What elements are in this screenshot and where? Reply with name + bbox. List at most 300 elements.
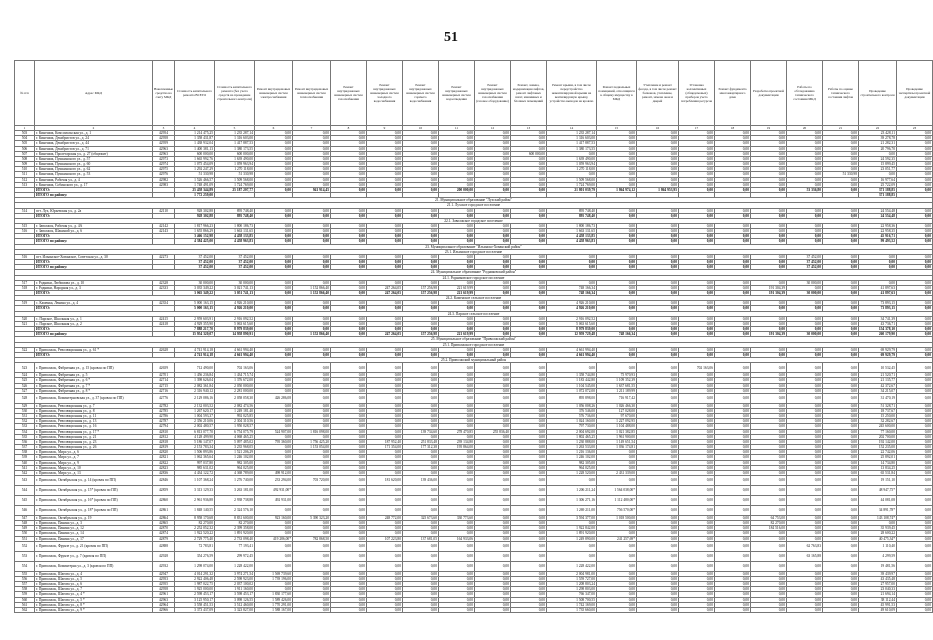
column-number: 9 — [367, 126, 403, 131]
value-cell: 0,00 — [787, 321, 823, 326]
value-cell: 0,00 — [897, 306, 933, 311]
row-number: 513 — [15, 182, 35, 187]
value-cell: 0,00 — [751, 561, 787, 571]
value-cell: 34 741,39 — [859, 316, 897, 321]
address-cell: г. Приволжск, Шагова ул., д. 4 * — [35, 592, 153, 597]
value-cell: 51 328,71 — [859, 403, 897, 408]
value-cell: 0,00 — [293, 496, 331, 506]
column-number: 8 — [331, 126, 367, 131]
value-cell: 0,00 — [787, 347, 823, 352]
value-cell: 0,00 — [751, 388, 787, 393]
value-cell: 0,00 — [331, 301, 367, 306]
value-cell: 0,00 — [403, 526, 439, 531]
value-cell: 0,00 — [679, 172, 715, 177]
value-cell: 0,00 — [403, 393, 439, 403]
value-cell: 0,00 — [511, 177, 547, 182]
value-cell: 0,00 — [751, 234, 787, 239]
value-cell: 2 129 086,16 — [175, 393, 215, 403]
value-cell: 0,00 — [331, 455, 367, 460]
value-cell: 0,00 — [475, 496, 511, 506]
row-number: 556 — [15, 576, 35, 581]
value-cell: 0,00 — [637, 592, 679, 597]
value-cell: 524 907,00 — [255, 429, 293, 434]
value-cell: 0,00 — [787, 239, 823, 244]
value-cell: 0,00 — [787, 388, 823, 393]
value-cell: 376 546,00 — [547, 408, 597, 413]
value-cell: 0,00 — [293, 265, 331, 270]
value-cell: 0,00 — [475, 388, 511, 393]
value-cell: 0,00 — [367, 486, 403, 496]
value-cell: 221 619,99 — [439, 285, 475, 290]
value-cell: 0,00 — [403, 465, 439, 470]
value-cell: 0,00 — [751, 254, 787, 259]
value-cell: 0,00 — [637, 141, 679, 146]
value-cell: 0,00 — [439, 327, 475, 332]
value-cell: 0,00 — [751, 450, 787, 455]
value-cell: 0,00 — [823, 187, 859, 192]
value-cell: 0,00 — [597, 280, 637, 285]
value-cell: 42976 — [153, 172, 175, 177]
value-cell: 42836 — [153, 470, 175, 475]
column-number: 13 — [511, 126, 547, 131]
address-cell: г. Приволжск, Фабричная ул., д. 15 (кровля по ПП) — [35, 363, 153, 373]
value-cell: 0,00 — [255, 352, 293, 357]
value-cell: 0,00 — [255, 332, 293, 337]
value-cell: 0,00 — [679, 229, 715, 234]
value-cell: 42823 — [153, 465, 175, 470]
value-cell: 0,00 — [679, 419, 715, 424]
row-number: 516 — [15, 229, 35, 234]
value-cell: 0,00 — [403, 234, 439, 239]
value-cell: 0,00 — [255, 551, 293, 561]
value-cell: 0,00 — [679, 301, 715, 306]
value-cell: 4 661 994,40 — [547, 347, 597, 352]
value-cell: 0,00 — [439, 496, 475, 506]
column-header: Ремонт внутридомовых инженерных систем горячего водоснабжения — [403, 61, 439, 126]
address-cell: г. Приволжск, Мира ул., д. 10 — [35, 465, 153, 470]
value-cell: 0,00 — [439, 582, 475, 587]
value-cell: 0,00 — [511, 383, 547, 388]
value-cell: 0,00 — [787, 439, 823, 444]
section-heading: 24. Муниципальное образование "Родниковский район" — [15, 270, 933, 275]
value-cell: 0,00 — [439, 167, 475, 172]
value-cell: 0,00 — [787, 182, 823, 187]
value-cell: 69 929,79 — [859, 352, 897, 357]
value-cell: 5 063 615,60 — [215, 321, 255, 326]
row-number: 518 — [15, 285, 35, 290]
value-cell: 53 336,80 — [787, 187, 823, 192]
address-cell: г. Заволжск, Рабочая ул., д. 4А — [35, 223, 153, 228]
value-cell: 152 235,00 — [859, 445, 897, 450]
value-cell: 0,00 — [897, 162, 933, 167]
value-cell: 0,00 — [897, 576, 933, 581]
value-cell: 1 152 866,40 — [293, 291, 331, 296]
row-number: 529 — [15, 403, 35, 408]
value-cell: 0,00 — [475, 177, 511, 182]
value-cell: 0,00 — [637, 146, 679, 151]
value-cell: 42659 — [153, 363, 175, 373]
value-cell: 0,00 — [897, 260, 933, 265]
value-cell: 0,00 — [751, 177, 787, 182]
value-cell: 73 893,15 — [859, 301, 897, 306]
value-cell: 0,00 — [637, 460, 679, 465]
value-cell: 8 958 170,68 — [175, 516, 215, 521]
value-cell: 1 739 196,00 — [255, 576, 293, 581]
address-cell: г. Приволжск, Революционная ул., д. 61 * — [35, 347, 153, 352]
value-cell: 0,00 — [255, 526, 293, 531]
value-cell: 0,00 — [511, 234, 547, 239]
value-cell: 0,00 — [255, 151, 293, 156]
value-cell: 0,00 — [897, 476, 933, 486]
value-cell: 202 700,00 — [859, 434, 897, 439]
value-cell: 0,00 — [897, 587, 933, 592]
value-cell: 0,00 — [715, 607, 751, 612]
value-cell: 0,00 — [637, 208, 679, 213]
value-cell: 0,00 — [439, 229, 475, 234]
value-cell: 0,00 — [331, 291, 367, 296]
value-cell: 0,00 — [475, 151, 511, 156]
value-cell: 0,00 — [511, 419, 547, 424]
value-cell: 0,00 — [255, 172, 293, 177]
row-number: 514 — [15, 208, 35, 213]
value-cell: 1 183 442,80 — [547, 378, 597, 383]
value-cell: 0,00 — [475, 187, 511, 192]
value-cell: 4 661 994,40 — [215, 352, 255, 357]
value-cell: 0,00 — [367, 234, 403, 239]
value-cell: 0,00 — [679, 536, 715, 541]
value-cell: 0,00 — [439, 455, 475, 460]
value-cell: 0,00 — [751, 429, 787, 434]
column-number: 4 — [175, 126, 215, 131]
value-cell: 0,00 — [475, 408, 511, 413]
value-cell: 0,00 — [511, 536, 547, 541]
value-cell: 0,00 — [787, 352, 823, 357]
value-cell: 0,00 — [331, 470, 367, 475]
value-cell: 0,00 — [751, 156, 787, 161]
value-cell: 0,00 — [475, 352, 511, 357]
address-cell: г. Приволжск, Мира ул., д. 7 — [35, 455, 153, 460]
address-cell: г. Кинешма, Декабристов ул., д. 44 — [35, 141, 153, 146]
value-cell: 69 929,79 — [859, 347, 897, 352]
value-cell: 3 098 126,55 — [215, 597, 255, 602]
value-cell: 0,00 — [823, 561, 859, 571]
value-cell: 0,00 — [715, 291, 751, 296]
value-cell: 1 508 700,55 — [547, 597, 597, 602]
value-cell: 0,00 — [897, 141, 933, 146]
value-cell: 0,00 — [475, 486, 511, 496]
value-cell: 0,00 — [403, 582, 439, 587]
value-cell: 0,00 — [859, 260, 897, 265]
value-cell: 0,00 — [787, 378, 823, 383]
value-cell: 0,00 — [787, 177, 823, 182]
value-cell: 1 564 038,00* — [597, 486, 637, 496]
value-cell: 0,00 — [255, 327, 293, 332]
value-cell: 982 305,00 — [215, 460, 255, 465]
value-cell: 0,00 — [331, 388, 367, 393]
value-cell: 964 025,00 — [215, 465, 255, 470]
value-cell: 0,00 — [439, 321, 475, 326]
value-cell: 0,00 — [823, 280, 859, 285]
value-cell: 0,00 — [823, 506, 859, 516]
row-number: 528 — [15, 393, 35, 403]
value-cell: 0,00 — [679, 526, 715, 531]
value-cell: 0,00 — [597, 306, 637, 311]
value-cell: 0,00 — [367, 470, 403, 475]
value-cell: 0,00 — [897, 146, 933, 151]
value-cell: 0,00 — [787, 414, 823, 419]
value-cell: 0,00 — [679, 571, 715, 576]
address-cell: г. Родники, Народная ул., д. 3 — [35, 285, 153, 290]
value-cell: 42714 — [153, 378, 175, 383]
value-cell: 1 589 426,00 — [255, 597, 293, 602]
value-cell: 2 037 100,02 — [215, 582, 255, 587]
value-cell: 0,00 — [475, 327, 511, 332]
value-cell: 2 050 000,00 — [215, 383, 255, 388]
value-cell: 0,00 — [367, 316, 403, 321]
row-number: 526 — [15, 383, 35, 388]
address-cell: ИТОГО: — [35, 352, 153, 357]
value-cell: 0,00 — [637, 327, 679, 332]
value-cell: 0,00 — [403, 363, 439, 373]
value-cell: 0,00 — [823, 291, 859, 296]
value-cell: 0,00 — [439, 223, 475, 228]
value-cell: 0,00 — [403, 496, 439, 506]
row-number: 539 — [15, 455, 35, 460]
value-cell: 0,00 — [897, 439, 933, 444]
value-cell: 0,00 — [367, 506, 403, 516]
value-cell: 0,00 — [897, 419, 933, 424]
value-cell: 49 610,09 — [859, 607, 897, 612]
value-cell: 1 864 953,95 — [637, 187, 679, 192]
column-header: Стоимость капитального ремонта ВСЕГО — [175, 61, 215, 126]
value-cell: 0,00 — [367, 541, 403, 551]
value-cell: 0,00 — [255, 177, 293, 182]
value-cell: 0,00 — [679, 470, 715, 475]
value-cell: 4 741 914,18 — [175, 347, 215, 352]
address-cell: г. Приволжск, Фабричная ул., д. 6 * — [35, 378, 153, 383]
value-cell: 2 959 603,91 — [175, 316, 215, 321]
column-number: 18 — [715, 126, 751, 131]
table-row — [15, 551, 933, 561]
value-cell: 0,00 — [751, 602, 787, 607]
section-heading: 24.1. Родниковское городское поселение — [15, 275, 933, 280]
value-cell: 1 569 739,60 — [255, 571, 293, 576]
value-cell: 0,00 — [823, 332, 859, 337]
value-cell: 0,00 — [679, 414, 715, 419]
value-cell: 0,00 — [331, 254, 367, 259]
value-cell: 0,00 — [637, 388, 679, 393]
value-cell: 82 270,00 — [215, 521, 255, 526]
value-cell: 0,00 — [823, 146, 859, 151]
value-cell: 748 166,34 — [547, 285, 597, 290]
value-cell: 0,00 — [823, 576, 859, 581]
value-cell: 576 736,00 — [547, 414, 597, 419]
value-cell: 0,00 — [679, 450, 715, 455]
value-cell: 48 947,75* — [859, 486, 897, 496]
value-cell: 97 670,00 — [597, 414, 637, 419]
value-cell: 782 868,50 — [293, 536, 331, 541]
value-cell: 0,00 — [787, 470, 823, 475]
value-cell: 0,00 — [367, 141, 403, 146]
value-cell: 0,00 — [679, 260, 715, 265]
value-cell: 0,00 — [823, 536, 859, 541]
value-cell: 0,00 — [511, 561, 547, 571]
value-cell: 1 235 287,14 — [547, 131, 597, 136]
value-cell: 0,00 — [475, 291, 511, 296]
value-cell: 241 257,69* — [597, 536, 637, 541]
value-cell: 0,00 — [475, 526, 511, 531]
value-cell: 247 264,05 — [367, 285, 403, 290]
row-number: 533 — [15, 424, 35, 429]
value-cell: 0,00 — [439, 476, 475, 486]
value-cell: 0,00 — [367, 597, 403, 602]
value-cell: 0,00 — [475, 445, 511, 450]
value-cell: 1 270 118,00 — [547, 167, 597, 172]
row-number: 557 — [15, 582, 35, 587]
value-cell: 0,00 — [823, 541, 859, 551]
row-number: 507 — [15, 151, 35, 156]
section-heading: 21.1. Лухское городское поселение — [15, 203, 933, 208]
value-cell: 0,00 — [597, 167, 637, 172]
value-cell: 0,00 — [787, 131, 823, 136]
value-cell: 0,00 — [679, 597, 715, 602]
value-cell: 0,00 — [403, 141, 439, 146]
value-cell: 0,00 — [255, 254, 293, 259]
value-cell: 14 958 890,91 — [215, 332, 255, 337]
value-cell: 0,00 — [637, 587, 679, 592]
value-cell: 0,00 — [751, 455, 787, 460]
row-number: 543 — [15, 476, 35, 486]
column-number: 10 — [403, 126, 439, 131]
value-cell: 0,00 — [897, 486, 933, 496]
value-cell: 795 360,00 — [255, 439, 293, 444]
value-cell: 3 051 741,13 — [215, 291, 255, 296]
value-cell: 0,00 — [367, 526, 403, 531]
value-cell: 18 737,67 — [859, 408, 897, 413]
value-cell: 0,00 — [597, 571, 637, 576]
value-cell: 2 598 453,17 — [175, 592, 215, 597]
value-cell: 0,00 — [715, 429, 751, 434]
value-cell: 0,00 — [597, 229, 637, 234]
value-cell: 0,00 — [293, 587, 331, 592]
value-cell: 23 051,77 — [859, 167, 897, 172]
value-cell: 0,00 — [293, 393, 331, 403]
value-cell: 0,00 — [511, 306, 547, 311]
value-cell: 0,00 — [475, 223, 511, 228]
value-cell: 0,00 — [679, 460, 715, 465]
value-cell: 3 065 349,22 — [175, 291, 215, 296]
value-cell: 62 763,83 — [787, 541, 823, 551]
value-cell: 0,00 — [255, 223, 293, 228]
value-cell: 1 663 131,65 — [215, 229, 255, 234]
value-cell: 0,00 — [403, 177, 439, 182]
value-cell: 0,00 — [751, 470, 787, 475]
value-cell: 0,00 — [439, 373, 475, 378]
value-cell: 39 439,97 — [859, 571, 897, 576]
value-cell: 0,00 — [823, 301, 859, 306]
address-cell: г. Приволжск, Шагова ул., д. 8 * — [35, 602, 153, 607]
value-cell: 1 104 545,00 — [547, 383, 597, 388]
column-header: Ремонт внутридомовых инженерных систем водоотведения — [439, 61, 475, 126]
value-cell: 0,00 — [511, 445, 547, 450]
value-cell: 0,00 — [679, 177, 715, 182]
value-cell: 0,00 — [255, 531, 293, 536]
value-cell: 0,00 — [439, 306, 475, 311]
address-cell: г. Приволжск, Панина ул., д. 17 — [35, 536, 153, 541]
value-cell: 0,00 — [439, 602, 475, 607]
value-cell: 0,00 — [331, 597, 367, 602]
row-number: 536 — [15, 439, 35, 444]
value-cell: 1 521 206,29 — [215, 450, 255, 455]
value-cell: 191 304,39 — [751, 291, 787, 296]
column-header: Ремонт внутридомовых инженерных систем электроснабжения — [255, 61, 293, 126]
column-header: Проведение экспертизы проектной документации — [897, 61, 933, 126]
value-cell: 42983 — [153, 182, 175, 187]
value-cell: 0,00 — [787, 383, 823, 388]
value-cell: 0,00 — [715, 434, 751, 439]
value-cell: 0,00 — [679, 388, 715, 393]
value-cell: 99 493,52 — [859, 239, 897, 244]
value-cell: 0,00 — [637, 424, 679, 429]
value-cell: 0,00 — [823, 408, 859, 413]
value-cell: 42786 — [153, 414, 175, 419]
section-heading: 25.2. Приволжский муниципальный район — [15, 358, 933, 363]
value-cell: 42812 — [153, 434, 175, 439]
value-cell: 0,00 — [255, 582, 293, 587]
value-cell: 0,00 — [637, 182, 679, 187]
value-cell: 0,00 — [511, 403, 547, 408]
value-cell: 4 926 210,00 — [547, 306, 597, 311]
value-cell: 0,00 — [403, 321, 439, 326]
value-cell: 0,00 — [293, 260, 331, 265]
column-number: 22 — [859, 126, 897, 131]
value-cell: 0,00 — [637, 239, 679, 244]
value-cell: 5 097 485,02 — [215, 439, 255, 444]
value-cell: 42810 — [153, 429, 175, 434]
value-cell: 0,00 — [511, 187, 547, 192]
value-cell: 0,00 — [751, 597, 787, 602]
value-cell: 0,00 — [475, 234, 511, 239]
value-cell: 0,00 — [293, 465, 331, 470]
value-cell: 184 516,00 — [751, 526, 787, 531]
value-cell: 895 748,40 — [215, 208, 255, 213]
value-cell: 0,00 — [823, 516, 859, 521]
value-cell: 0,00 — [511, 352, 547, 357]
row-number: 558 — [15, 587, 35, 592]
value-cell: 0,00 — [511, 260, 547, 265]
value-cell: 0,00 — [475, 131, 511, 136]
value-cell: 0,00 — [823, 460, 859, 465]
value-cell: 0,00 — [715, 167, 751, 172]
value-cell: 0,00 — [787, 506, 823, 516]
value-cell: 4 368 789,00 — [215, 470, 255, 475]
value-cell: 0,00 — [255, 445, 293, 450]
value-cell: 42354 — [153, 301, 175, 306]
value-cell: 0,00 — [751, 363, 787, 373]
value-cell: 0,00 — [255, 239, 293, 244]
value-cell: 28 600,22 — [859, 531, 897, 536]
value-cell: 0,00 — [679, 465, 715, 470]
value-cell: 0,00 — [403, 531, 439, 536]
value-cell: 1 816 098,00 — [293, 429, 331, 434]
value-cell: 0,00 — [547, 363, 597, 373]
value-cell: 0,00 — [897, 136, 933, 141]
value-cell: 0,00 — [637, 455, 679, 460]
row-number: 540 — [15, 460, 35, 465]
value-cell: 0,00 — [439, 301, 475, 306]
value-cell: 0,00 — [403, 521, 439, 526]
value-cell: 895 748,40 — [547, 208, 597, 213]
